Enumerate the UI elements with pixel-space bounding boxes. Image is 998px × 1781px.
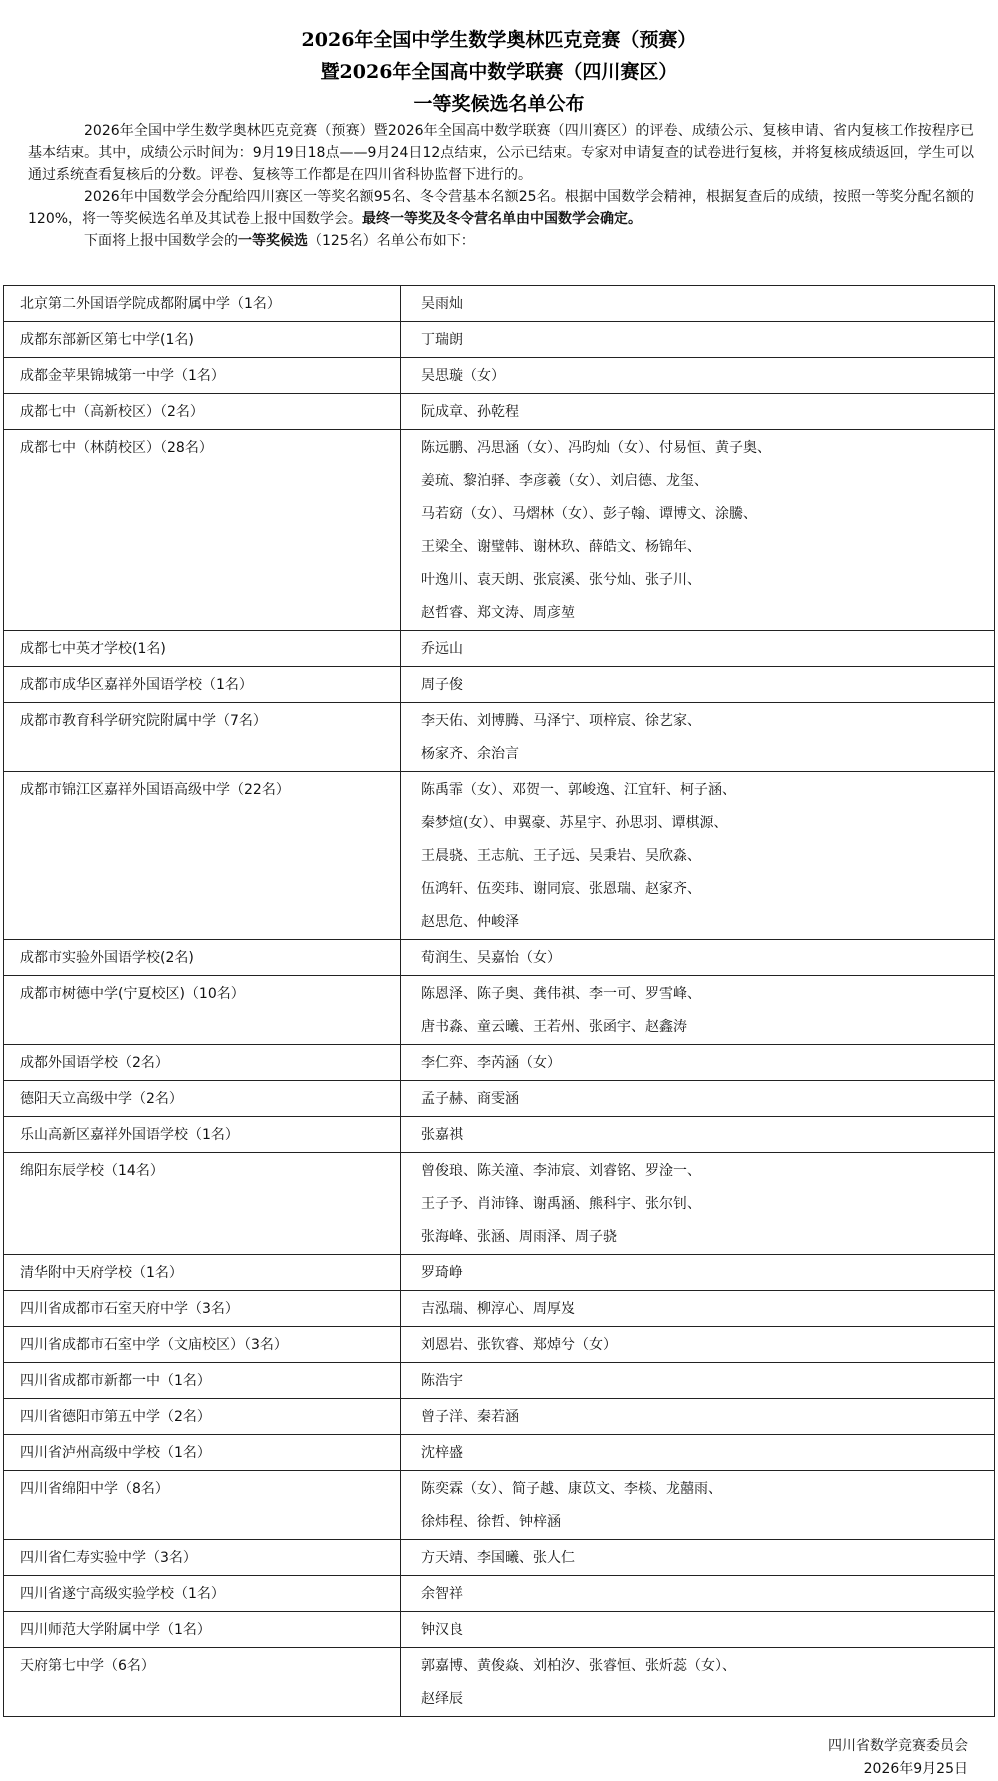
school-name-cell: 成都七中（高新校区）（2名） xyxy=(4,394,401,430)
intro-paragraph-2 xyxy=(28,186,974,230)
school-name-cell: 四川省成都市石室天府中学（3名） xyxy=(4,1291,401,1327)
school-name-cell: 四川省仁寿实验中学（3名） xyxy=(4,1540,401,1576)
school-name-cell: 清华附中天府学校（1名） xyxy=(4,1255,401,1291)
candidate-names-line: 陈浩宇 xyxy=(421,1373,463,1389)
candidate-names-line: 徐炜程、徐哲、钟梓涵 xyxy=(421,1514,561,1530)
table-row xyxy=(4,1435,995,1471)
table-row xyxy=(4,1363,995,1399)
intro-paragraph-3-tail: （125名）名单公布如下： xyxy=(308,233,475,249)
table-row xyxy=(4,1045,995,1081)
candidate-names-line: 吴雨灿 xyxy=(421,296,463,312)
candidate-names-cell xyxy=(401,1153,995,1255)
school-name-cell: 成都市教育科学研究院附属中学（7名） xyxy=(4,703,401,772)
candidate-names-line: 吉泓瑞、柳淳心、周厚岌 xyxy=(421,1301,575,1317)
school-name-cell: 四川省遂宁高级实验学校（1名） xyxy=(4,1576,401,1612)
candidate-names-cell xyxy=(401,1612,995,1648)
candidate-names-line: 郭嘉博、黄俊焱、刘柏汐、张睿恒、张炘蕊（女）、 xyxy=(421,1658,736,1674)
candidate-names-line: 孟子赫、商雯涵 xyxy=(421,1091,519,1107)
candidate-names-cell xyxy=(401,1327,995,1363)
signature-organization: 四川省数学竞赛委员会 xyxy=(828,1738,968,1754)
candidate-names-line: 赵绎辰 xyxy=(421,1691,463,1707)
school-name-cell: 乐山高新区嘉祥外国语学校（1名） xyxy=(4,1117,401,1153)
candidate-names-cell xyxy=(401,631,995,667)
candidate-names-line: 周子俊 xyxy=(421,677,463,693)
candidate-names-cell xyxy=(401,1045,995,1081)
intro-paragraph-3-bold: 一等奖候选 xyxy=(238,233,308,249)
candidate-names-cell xyxy=(401,358,995,394)
candidate-names-line: 王子予、肖沛锋、谢禹涵、熊科宇、张尔钊、 xyxy=(421,1196,701,1212)
candidate-names-cell xyxy=(401,430,995,631)
signature-date: 2026年9月25日 xyxy=(863,1761,968,1777)
candidate-names-cell xyxy=(401,394,995,430)
table-row xyxy=(4,1255,995,1291)
candidate-names-line: 陈远鹏、冯思涵（女）、冯昀灿（女）、付易恒、黄子奥、 xyxy=(421,440,771,456)
table-row xyxy=(4,286,995,322)
school-name-cell: 成都市实验外国语学校(2名) xyxy=(4,940,401,976)
intro-text xyxy=(28,120,974,252)
table-row xyxy=(4,1648,995,1717)
school-name-cell: 成都市成华区嘉祥外国语学校（1名） xyxy=(4,667,401,703)
candidate-names-line: 罗琦峥 xyxy=(421,1265,463,1281)
candidate-names-cell xyxy=(401,1117,995,1153)
table-row xyxy=(4,703,995,772)
school-name-cell: 绵阳东辰学校（14名） xyxy=(4,1153,401,1255)
candidate-names-cell xyxy=(401,1363,995,1399)
candidate-names-line: 陈禹霏（女）、邓贺一、郭峻逸、江宜轩、柯子涵、 xyxy=(421,782,736,798)
school-name-cell: 德阳天立高级中学（2名） xyxy=(4,1081,401,1117)
candidate-names-cell xyxy=(401,1291,995,1327)
school-name-cell: 成都外国语学校（2名） xyxy=(4,1045,401,1081)
school-name-cell: 四川省泸州高级中学校（1名） xyxy=(4,1435,401,1471)
table-row xyxy=(4,667,995,703)
candidate-names-line: 马若窈（女）、马熠林（女）、彭子翰、谭博文、涂騰、 xyxy=(421,506,757,522)
title-line-1: 2026年全国中学生数学奥林匹克竞赛（预赛） xyxy=(301,29,697,51)
school-name-cell: 成都东部新区第七中学(1名) xyxy=(4,322,401,358)
candidate-names-line: 荀润生、吴嘉怡（女） xyxy=(421,950,561,966)
table-row xyxy=(4,1081,995,1117)
intro-paragraph-2-text: 2026年中国数学会分配给四川赛区一等奖名额95名、冬令营基本名额25名。根据中国数学会精神，根据复查后的成绩，按照一等奖分配名额的120%，将一等奖候选名单及其试卷上报中国数学会。 xyxy=(28,189,974,227)
candidate-names-cell xyxy=(401,322,995,358)
candidate-table-body xyxy=(4,286,995,1717)
candidate-names-cell xyxy=(401,703,995,772)
school-name-cell: 四川省成都市新都一中（1名） xyxy=(4,1363,401,1399)
table-row xyxy=(4,976,995,1045)
table-row xyxy=(4,940,995,976)
candidate-names-line: 姜琉、黎泊驿、李彦羲（女）、刘启德、龙玺、 xyxy=(421,473,708,489)
candidate-names-line: 丁瑞朗 xyxy=(421,332,463,348)
table-row xyxy=(4,1576,995,1612)
candidate-names-cell xyxy=(401,940,995,976)
candidate-names-line: 秦梦煊(女）、申翼豪、苏星宇、孙思羽、谭棋源、 xyxy=(421,815,728,831)
table-row xyxy=(4,1471,995,1540)
candidate-names-line: 曾子洋、秦若涵 xyxy=(421,1409,519,1425)
candidate-table xyxy=(3,285,995,1717)
candidate-names-line: 吴思璇（女） xyxy=(421,368,505,384)
table-row xyxy=(4,1291,995,1327)
table-row xyxy=(4,772,995,940)
candidate-names-cell xyxy=(401,976,995,1045)
candidate-names-line: 陈恩泽、陈子奥、龚伟祺、李一可、罗雪峰、 xyxy=(421,986,701,1002)
candidate-names-cell xyxy=(401,772,995,940)
candidate-names-line: 张嘉祺 xyxy=(421,1127,463,1143)
table-row xyxy=(4,1117,995,1153)
school-name-cell: 四川省成都市石室中学（文庙校区）（3名） xyxy=(4,1327,401,1363)
candidate-names-line: 王梁全、谢璧韩、谢林玖、薛皓文、杨锦年、 xyxy=(421,539,701,555)
candidate-names-line: 余智祥 xyxy=(421,1586,463,1602)
candidate-names-cell xyxy=(401,1081,995,1117)
school-name-cell: 成都市锦江区嘉祥外国语高级中学（22名） xyxy=(4,772,401,940)
table-row xyxy=(4,322,995,358)
table-row xyxy=(4,1612,995,1648)
school-name-cell: 天府第七中学（6名） xyxy=(4,1648,401,1717)
candidate-names-line: 赵思危、仲峻泽 xyxy=(421,914,519,930)
candidate-names-line: 李天佑、刘博腾、马泽宁、项梓宸、徐艺家、 xyxy=(421,713,701,729)
candidate-names-line: 赵哲睿、郑文涛、周彦堃 xyxy=(421,605,575,621)
school-name-cell: 成都七中英才学校(1名) xyxy=(4,631,401,667)
candidate-names-line: 方天靖、李国曦、张人仁 xyxy=(421,1550,575,1566)
intro-paragraph-1: 2026年全国中学生数学奥林匹克竞赛（预赛）暨2026年全国高中数学联赛（四川赛区）的评卷、成绩公示、复核申请、省内复核工作按程序已基本结束。其中，成绩公示时间为：9月19日18点——9月24日12点结束，公示已结束。专家对申请复查的试卷进行复核，并将复核成绩返回，学生可以通过系统查看复核后的分数。评卷、复核等工作都是在四川省科协监督下进行的。 xyxy=(28,123,974,183)
candidate-names-line: 钟汉良 xyxy=(421,1622,463,1638)
candidate-names-line: 阮成章、孙乾程 xyxy=(421,404,519,420)
candidate-names-line: 沈梓盛 xyxy=(421,1445,463,1461)
school-name-cell: 北京第二外国语学院成都附属中学（1名） xyxy=(4,286,401,322)
school-name-cell: 四川师范大学附属中学（1名） xyxy=(4,1612,401,1648)
school-name-cell: 成都市树德中学(宁夏校区)（10名） xyxy=(4,976,401,1045)
intro-paragraph-2-bold: 最终一等奖及冬令营名单由中国数学会确定。 xyxy=(362,211,643,227)
candidate-names-cell xyxy=(401,1576,995,1612)
candidate-names-line: 伍鸿轩、伍奕玮、谢同宸、张恩瑞、赵家齐、 xyxy=(421,881,701,897)
intro-paragraph-3-text: 下面将上报中国数学会的 xyxy=(84,233,238,249)
candidate-names-cell xyxy=(401,1648,995,1717)
candidate-names-cell xyxy=(401,1399,995,1435)
candidate-names-line: 叶逸川、袁天朗、张宸溪、张兮灿、张子川、 xyxy=(421,572,701,588)
title-line-2: 暨2026年全国高中数学联赛（四川赛区） xyxy=(320,61,678,83)
candidate-names-line: 唐书淼、童云曦、王若州、张函宇、赵鑫涛 xyxy=(421,1019,687,1035)
candidate-names-line: 李仁弈、李芮涵（女） xyxy=(421,1055,561,1071)
school-name-cell: 四川省德阳市第五中学（2名） xyxy=(4,1399,401,1435)
table-row xyxy=(4,1327,995,1363)
candidate-names-line: 刘恩岩、张钦睿、郑焯兮（女） xyxy=(421,1337,617,1353)
candidate-names-cell xyxy=(401,1435,995,1471)
table-row xyxy=(4,430,995,631)
candidate-names-line: 乔远山 xyxy=(421,641,463,657)
candidate-names-line: 曾俊琅、陈关潼、李沛宸、刘睿铭、罗淦一、 xyxy=(421,1163,701,1179)
candidate-names-cell xyxy=(401,1540,995,1576)
candidate-names-line: 张海峰、张涵、周雨泽、周子骁 xyxy=(421,1229,617,1245)
title-line-3: 一等奖候选名单公布 xyxy=(413,93,585,115)
school-name-cell: 四川省绵阳中学（8名） xyxy=(4,1471,401,1540)
table-row xyxy=(4,358,995,394)
table-row xyxy=(4,631,995,667)
table-row xyxy=(4,1399,995,1435)
school-name-cell: 成都七中（林荫校区）（28名） xyxy=(4,430,401,631)
intro-paragraph-3 xyxy=(28,230,974,252)
candidate-names-cell xyxy=(401,1255,995,1291)
table-row xyxy=(4,394,995,430)
candidate-names-line: 王晨骁、王志航、王子远、吴秉岩、吴欣淼、 xyxy=(421,848,701,864)
candidate-names-line: 杨家齐、余治言 xyxy=(421,746,519,762)
candidate-names-line: 陈奕霖（女）、简子越、康苡文、李棪、龙囍雨、 xyxy=(421,1481,722,1497)
table-row xyxy=(4,1540,995,1576)
candidate-names-cell xyxy=(401,1471,995,1540)
school-name-cell: 成都金苹果锦城第一中学（1名） xyxy=(4,358,401,394)
candidate-names-cell xyxy=(401,667,995,703)
candidate-names-cell xyxy=(401,286,995,322)
table-row xyxy=(4,1153,995,1255)
